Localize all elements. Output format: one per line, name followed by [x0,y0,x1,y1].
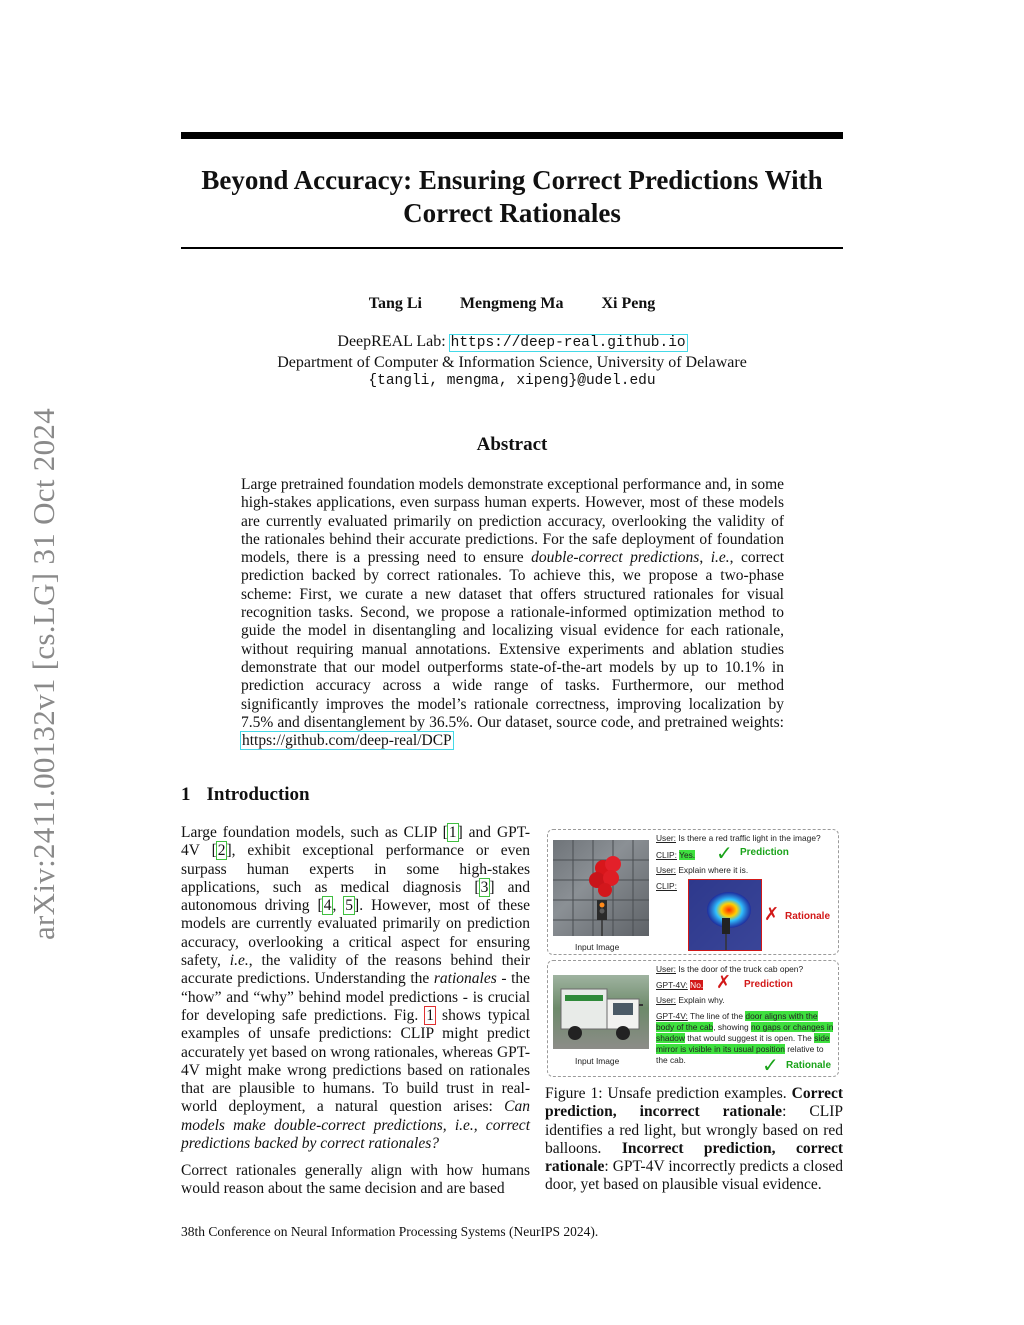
figure-caption: Figure 1: Unsafe prediction examples. Correct prediction, incorrect rationale: CLIP identifies a red light, but wrongly based on red balloons. Incorrect prediction, correct rationale: GPT-4V incorrectly predicts a closed door, yet based on plausible visual evidence. [545,1085,843,1194]
check-icon: ✓ [716,841,733,865]
input-image-clip [553,840,649,936]
citation-link[interactable]: 3 [480,878,489,896]
intro-paragraph-2: Correct rationales generally align with how humans would reason about the same decision and are based [181,1162,530,1198]
title-bottom-rule [181,247,843,249]
cross-icon: ✗ [764,904,780,925]
check-icon: ✓ [762,1053,779,1077]
citation-link[interactable]: 5 [345,897,354,915]
input-image-gpt4v [553,975,649,1049]
input-image-label: Input Image [575,1056,620,1066]
conference-footer: 38th Conference on Neural Information Processing Systems (NeurIPS 2024). [181,1224,599,1239]
citation-link[interactable]: 2 [217,842,226,860]
affiliation [181,332,843,391]
abstract-text: Large pretrained foundation models demonstrate exceptional performance and, in some high-stakes applications, even surpass human experts. However, most of these models are currently evaluated primarily on prediction accuracy, overlooking the validity of the rationales behind their accurate predictions. For the safe deployment of foundation models, there is a pressing need to ensure double-correct predictions, i.e., correct prediction backed by correct rationales. To achieve this, we propose a two-phase scheme: First, we curate a new dataset that offers structured rationales for visual recognition tasks. Second, we propose a rationale-informed optimization method to guide the model in disentangling and localizing visual evidence for each rationale, without requiring manual annotations. Extensive experiments and ablation studies demonstrate that our model outperforms state-of-the-art models by up to 10.1% in prediction accuracy across a wide range of tasks. Furthermore, our method significantly improves the model’s rationale correctness, improving localization by 7.5% and disentanglement by 36.5%. Our dataset, source code, and pretrained weights: https://github.com/deep-real/DCP [241,476,785,750]
arxiv-identifier: arXiv:2411.00132v1 [cs.LG] 31 Oct 2024 [26,408,61,940]
truck-illustration [553,975,649,1049]
lab-name: DeepREAL Lab: [337,333,446,350]
github-link[interactable]: https://github.com/deep-real/DCP [242,732,452,750]
citation-link[interactable]: 4 [323,897,332,915]
balloons-illustration [553,840,649,936]
paper-title: Beyond Accuracy: Ensuring Correct Predictions With Correct Rationales [201,165,823,228]
intro-paragraph: Large foundation models, such as CLIP [1] and GPT-4V [2], exhibit exceptional performance or even surpass human experts in some high-stakes applications, such as medical diagnosis [3] and autonomous driving [4, 5]. However, most of these models are currently evaluated primarily on prediction accuracy, overlooking a critical aspect for ensuring safety, i.e., the validity of the reasons behind their accurate predictions. Understanding the rationales - the “how” and “why” behind model predictions - is crucial for developing safe predictions. Fig. 1 shows typical examples of unsafe predictions: CLIP might predict accurately yet based on wrong rationales, whereas GPT-4V might make wrong predictions based on rationales that are plausible to humans. To build trust in real-world deployment, a natural question arises: Can models make double-correct predictions, i.e., correct predictions backed by correct rationales? [181,824,531,1153]
input-image-label: Input Image [575,942,620,952]
heatmap-overlay [689,880,761,950]
rationale-label-correct: Rationale [786,1060,832,1071]
lab-url-link[interactable]: https://deep-real.github.io [450,335,686,351]
clip-example-panel [547,829,839,955]
clip-answer: CLIP: Yes. [656,850,696,860]
gpt4v-example-panel [547,960,839,1077]
gpt4v-answer: GPT-4V: No. [656,980,704,990]
prediction-label-correct: Prediction [740,847,789,858]
rationale-label-wrong: Rationale [785,911,831,922]
clip-label-2: CLIP: [656,881,677,891]
author-name: Mengmeng Ma [459,295,564,312]
department: Department of Computer & Information Science, University of Delaware [277,354,747,371]
cross-icon: ✗ [716,972,732,993]
gpt4v-explanation: GPT-4V: The line of the door aligns with the body of the cab, showing no gaps or changes in shadow that would suggest it is open. The side mirror is visible in its usual position relative to the cab. [656,1011,834,1065]
section-heading [181,784,310,806]
author-list [181,295,843,313]
author-emails: {tangli, mengma, xipeng}@udel.edu [368,373,656,389]
abstract-heading: Abstract [476,434,548,455]
user-question-2b: User: Explain why. [656,995,725,1005]
figure-1 [547,829,840,1077]
user-question-1: User: Is there a red traffic light in the image? [656,833,821,843]
author-name: Xi Peng [601,295,656,312]
citation-link[interactable]: 1 [448,824,457,841]
section-number: 1 [181,784,191,805]
user-question-2: User: Is the door of the truck cab open? [656,964,804,974]
section-title: Introduction [206,784,310,805]
prediction-label-wrong: Prediction [744,979,793,990]
author-name: Tang Li [368,295,422,312]
clip-heatmap-image [688,879,762,951]
title-top-rule [181,132,843,139]
user-question-1b: User: Explain where it is. [656,865,749,875]
figure-reference-link[interactable]: 1 [426,1006,435,1024]
